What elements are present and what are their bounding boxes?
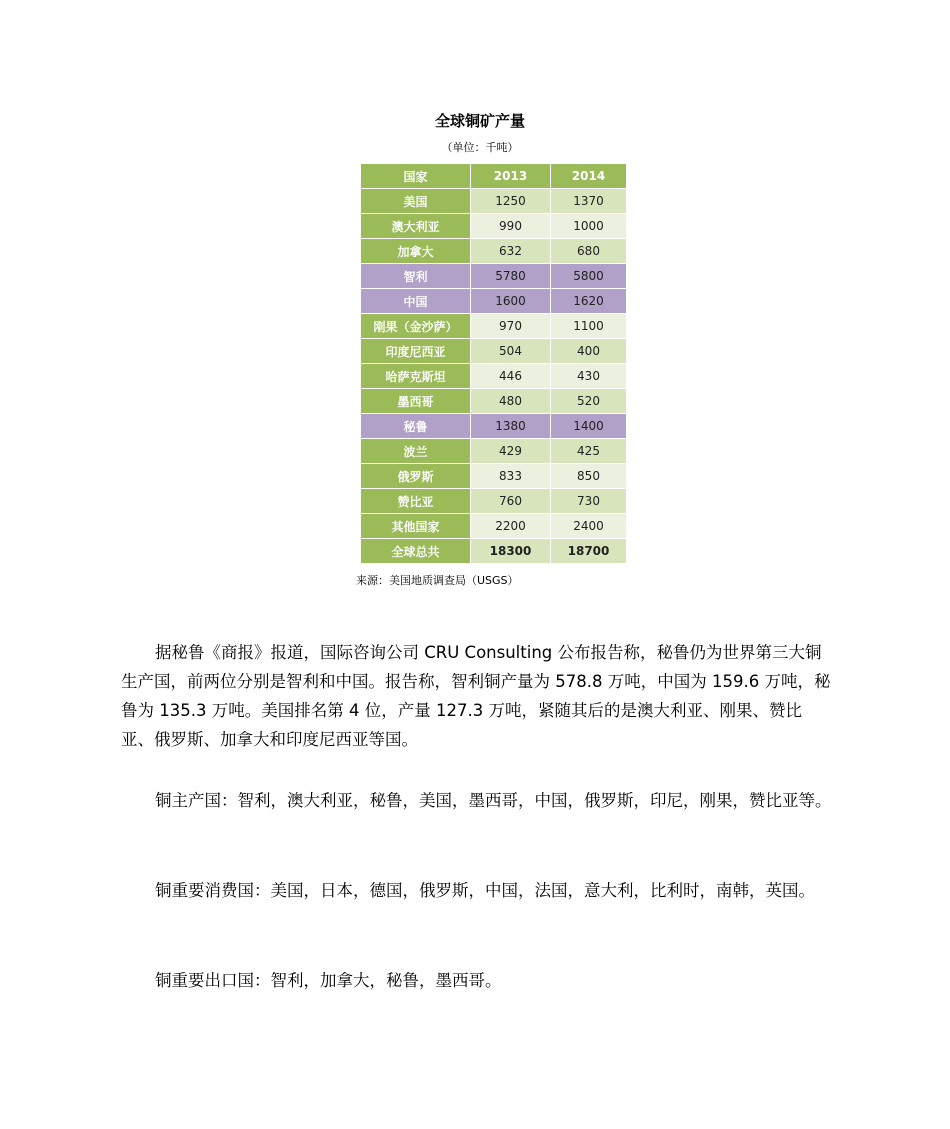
country-cell: 俄罗斯 xyxy=(361,464,471,489)
table-unit: （单位：千吨） xyxy=(441,141,519,154)
value-2013-cell: 480 xyxy=(471,389,551,414)
country-cell: 秘鲁 xyxy=(361,414,471,439)
header-2014: 2014 xyxy=(551,164,627,189)
country-cell: 刚果（金沙萨） xyxy=(361,314,471,339)
value-2014-cell: 1000 xyxy=(551,214,627,239)
table-row xyxy=(361,464,627,489)
value-2014-cell: 680 xyxy=(551,239,627,264)
value-2014-cell: 520 xyxy=(551,389,627,414)
country-cell: 全球总共 xyxy=(361,539,471,564)
value-2014-cell: 18700 xyxy=(551,539,627,564)
country-cell: 澳大利亚 xyxy=(361,214,471,239)
paragraph-main-exporters: 铜重要出口国：智利，加拿大，秘鲁，墨西哥。 xyxy=(155,971,502,990)
country-cell: 其他国家 xyxy=(361,514,471,539)
header-2013: 2013 xyxy=(471,164,551,189)
table-title: 全球铜矿产量 xyxy=(434,112,525,130)
value-2014-cell: 430 xyxy=(551,364,627,389)
paragraph-main-producers: 铜主产国：智利，澳大利亚，秘鲁，美国，墨西哥，中国，俄罗斯，印尼，刚果，赞比亚等。 xyxy=(155,791,832,810)
copper-production-table xyxy=(360,163,627,564)
table-row xyxy=(361,414,627,439)
value-2014-cell: 5800 xyxy=(551,264,627,289)
paragraph-cru-report: 据秘鲁《商报》报道，国际咨询公司 CRU Consulting 公布报告称，秘鲁仍为世界第三大铜生产国，前两位分别是智利和中国。报告称，智利铜产量为 578.8 万吨，中国为 159.6 万吨，秘鲁为 135.3 万吨。美国排名第 4 位，产量 127.3 万吨，紧随其后的是澳大利亚、刚果、赞比亚、俄罗斯、加拿大和印度尼西亚等国。 xyxy=(121,643,831,749)
table-row xyxy=(361,214,627,239)
value-2014-cell: 1620 xyxy=(551,289,627,314)
table-row xyxy=(361,489,627,514)
country-cell: 波兰 xyxy=(361,439,471,464)
value-2014-cell: 400 xyxy=(551,339,627,364)
table-row xyxy=(361,264,627,289)
table-row xyxy=(361,289,627,314)
value-2014-cell: 850 xyxy=(551,464,627,489)
value-2013-cell: 833 xyxy=(471,464,551,489)
country-cell: 智利 xyxy=(361,264,471,289)
table-row xyxy=(361,339,627,364)
table-row xyxy=(361,514,627,539)
value-2014-cell: 1100 xyxy=(551,314,627,339)
value-2013-cell: 632 xyxy=(471,239,551,264)
table-row xyxy=(361,539,627,564)
paragraph-main-consumers: 铜重要消费国：美国，日本，德国，俄罗斯，中国，法国，意大利，比利时，南韩，英国。 xyxy=(155,881,815,900)
figure-caption xyxy=(300,108,660,158)
table-row xyxy=(361,389,627,414)
country-cell: 墨西哥 xyxy=(361,389,471,414)
country-cell: 中国 xyxy=(361,289,471,314)
value-2013-cell: 18300 xyxy=(471,539,551,564)
table-row xyxy=(361,439,627,464)
value-2013-cell: 1250 xyxy=(471,189,551,214)
value-2014-cell: 425 xyxy=(551,439,627,464)
header-country: 国家 xyxy=(361,164,471,189)
country-cell: 哈萨克斯坦 xyxy=(361,364,471,389)
country-cell: 美国 xyxy=(361,189,471,214)
value-2013-cell: 970 xyxy=(471,314,551,339)
table-row xyxy=(361,314,627,339)
value-2013-cell: 5780 xyxy=(471,264,551,289)
value-2013-cell: 504 xyxy=(471,339,551,364)
country-cell: 赞比亚 xyxy=(361,489,471,514)
value-2013-cell: 1600 xyxy=(471,289,551,314)
table-row xyxy=(361,364,627,389)
table-row xyxy=(361,189,627,214)
value-2014-cell: 2400 xyxy=(551,514,627,539)
value-2014-cell: 730 xyxy=(551,489,627,514)
value-2014-cell: 1370 xyxy=(551,189,627,214)
table-header-row xyxy=(361,164,627,189)
value-2013-cell: 990 xyxy=(471,214,551,239)
value-2013-cell: 2200 xyxy=(471,514,551,539)
country-cell: 加拿大 xyxy=(361,239,471,264)
value-2013-cell: 429 xyxy=(471,439,551,464)
value-2013-cell: 1380 xyxy=(471,414,551,439)
table-row xyxy=(361,239,627,264)
country-cell: 印度尼西亚 xyxy=(361,339,471,364)
value-2013-cell: 760 xyxy=(471,489,551,514)
value-2013-cell: 446 xyxy=(471,364,551,389)
value-2014-cell: 1400 xyxy=(551,414,627,439)
table-source: 来源：美国地质调查局（USGS） xyxy=(356,574,519,587)
